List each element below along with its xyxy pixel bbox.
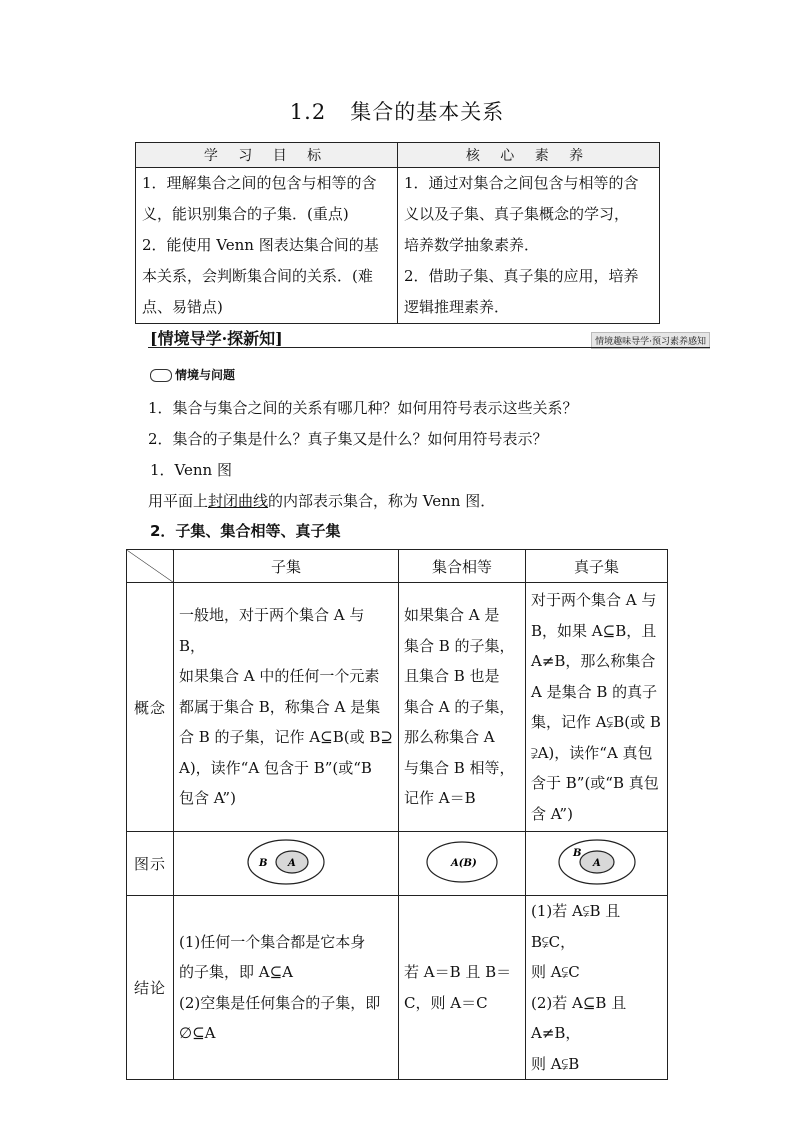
- goals-literacy-cell: [398, 168, 660, 324]
- text-line: (2)若 A⊆B 且 A≠B，: [531, 993, 627, 1042]
- proper-venn-diagram: [557, 837, 637, 887]
- goals-literacy-line: 义以及子集、真子集概念的学习，: [404, 205, 630, 223]
- goals-learning-line: 点、易错点): [142, 298, 223, 316]
- text-line: 集合 B 的子集，: [404, 636, 515, 655]
- text-line: 一般地，对于两个集合 A 与 B，: [179, 606, 365, 655]
- text-line: A≠B，那么称集合: [531, 652, 656, 670]
- text-line: 合 B 的子集，记作 A⊆B(或 B⊇: [179, 728, 393, 747]
- text-line: B，如果 A⊆B，且: [531, 621, 657, 640]
- goals-learning-line: 义，能识别集合的子集．(重点): [142, 205, 349, 223]
- section-label-text: 情境与问题: [175, 368, 236, 382]
- goals-learning-cell: [136, 168, 398, 324]
- diagram-proper: [526, 832, 668, 896]
- row-header-concept: 概念: [127, 583, 174, 832]
- question-1: 1．集合与集合之间的关系有哪几种？如何用符号表示这些关系？: [148, 399, 578, 417]
- text-line: 集，记作 A⫋B(或 B: [531, 713, 661, 731]
- goals-literacy-line: 逻辑推理素养．: [404, 298, 510, 316]
- conclusion-equal: [399, 896, 526, 1080]
- goals-header-learning: 学 习 目 标: [136, 143, 398, 168]
- diagram-equal: [399, 832, 526, 896]
- text-line: (1)任何一个集合都是它本身: [179, 932, 366, 951]
- text-line: 则 A⫋C: [531, 963, 580, 981]
- eye-icon: [150, 369, 172, 382]
- text-line: 含 A”): [531, 804, 573, 823]
- col-header-equal: 集合相等: [399, 550, 526, 583]
- text-line: 记作 A＝B: [404, 789, 476, 808]
- venn-heading: 1．Venn 图: [150, 461, 232, 479]
- corner-cell: [127, 550, 174, 583]
- banner-tag: 情境趣味导学·预习素养感知: [591, 332, 710, 349]
- table-heading: [150, 520, 340, 541]
- outer-set-label: B: [259, 857, 268, 869]
- inner-set-label: A: [592, 857, 601, 869]
- goals-literacy-line: 2．借助子集、真子集的应用，培养: [404, 267, 639, 285]
- text-line: ∅⊆A: [179, 1024, 216, 1042]
- goals-literacy-line: 培养数学抽象素养．: [404, 236, 540, 254]
- concept-equal: [399, 583, 526, 832]
- text-line: 如果集合 A 是: [404, 606, 500, 625]
- question-2: 2．集合的子集是什么？真子集又是什么？如何用符号表示？: [148, 430, 548, 448]
- concept-proper: [526, 583, 668, 832]
- goals-learning-line: 本关系，会判断集合间的关系．(难: [142, 267, 373, 285]
- section-number: 1.2: [289, 100, 327, 124]
- text-line: 的子集，即 A⊆A: [179, 963, 294, 981]
- text-line: 集合 A 的子集，: [404, 697, 515, 716]
- banner-rule: [148, 347, 710, 348]
- text-line: 则 A⫋B: [531, 1054, 580, 1073]
- equal-venn-diagram: [424, 838, 500, 886]
- col-header-proper: 真子集: [526, 550, 668, 583]
- outer-set-label: B: [572, 847, 581, 859]
- text-line: 对于两个集合 A 与: [531, 591, 657, 609]
- row-header-conclusion: 结论: [127, 896, 174, 1080]
- text-line: C，则 A＝C: [404, 993, 488, 1012]
- goals-header-literacy: 核 心 素 养: [398, 143, 660, 168]
- goals-table: [135, 142, 660, 324]
- diagram-subset: [174, 832, 399, 896]
- text-line: ⫌A)，读作“A 真包: [531, 743, 653, 762]
- section-label: [150, 366, 235, 383]
- relations-table: [126, 549, 668, 1080]
- text-line: 包含 A”): [179, 789, 236, 808]
- text-line: 与集合 B 相等，: [404, 758, 515, 777]
- goals-literacy-line: 1．通过对集合之间包含与相等的含: [404, 174, 639, 192]
- venn-text-after: 的内部表示集合，称为 Venn 图．: [268, 492, 496, 510]
- text-line: (2)空集是任何集合的子集，即: [179, 993, 381, 1012]
- row-header-diagram: 图示: [127, 832, 174, 896]
- text-line: A)，读作“A 包含于 B”(或“B: [179, 758, 372, 777]
- text-line: 都属于集合 B，称集合 A 是集: [179, 697, 381, 716]
- goals-learning-line: 1．理解集合之间的包含与相等的含: [142, 174, 377, 192]
- section-title: 集合的基本关系: [350, 100, 505, 124]
- venn-text-underlined: 封闭曲线: [208, 492, 269, 510]
- text-line: A 是集合 B 的真子: [531, 682, 658, 701]
- text-line: (1)若 A⫋B 且 B⫋C，: [531, 902, 621, 951]
- conclusion-proper: [526, 896, 668, 1080]
- subset-venn-diagram: [246, 837, 326, 887]
- text-line: 如果集合 A 中的任何一个元素: [179, 667, 380, 686]
- inner-set-label: A: [288, 857, 296, 869]
- equal-set-label: A(B): [451, 857, 477, 869]
- text-line: 若 A＝B 且 B＝: [404, 963, 512, 981]
- page-title: [0, 96, 794, 126]
- text-line: 那么称集合 A: [404, 728, 495, 747]
- banner-title: [情境导学·探新知]: [150, 329, 283, 348]
- goals-learning-line: 2．能使用 Venn 图表达集合间的基: [142, 236, 379, 254]
- text-line: 且集合 B 也是: [404, 667, 500, 686]
- conclusion-subset: [174, 896, 399, 1080]
- concept-subset: [174, 583, 399, 832]
- text-line: 含于 B”(或“B 真包: [531, 774, 659, 792]
- col-header-subset: 子集: [174, 550, 399, 583]
- section-banner: [148, 326, 710, 348]
- venn-text-before: 用平面上: [148, 492, 209, 510]
- table-heading-text: 2．子集、集合相等、真子集: [150, 522, 341, 540]
- venn-definition: [148, 490, 495, 511]
